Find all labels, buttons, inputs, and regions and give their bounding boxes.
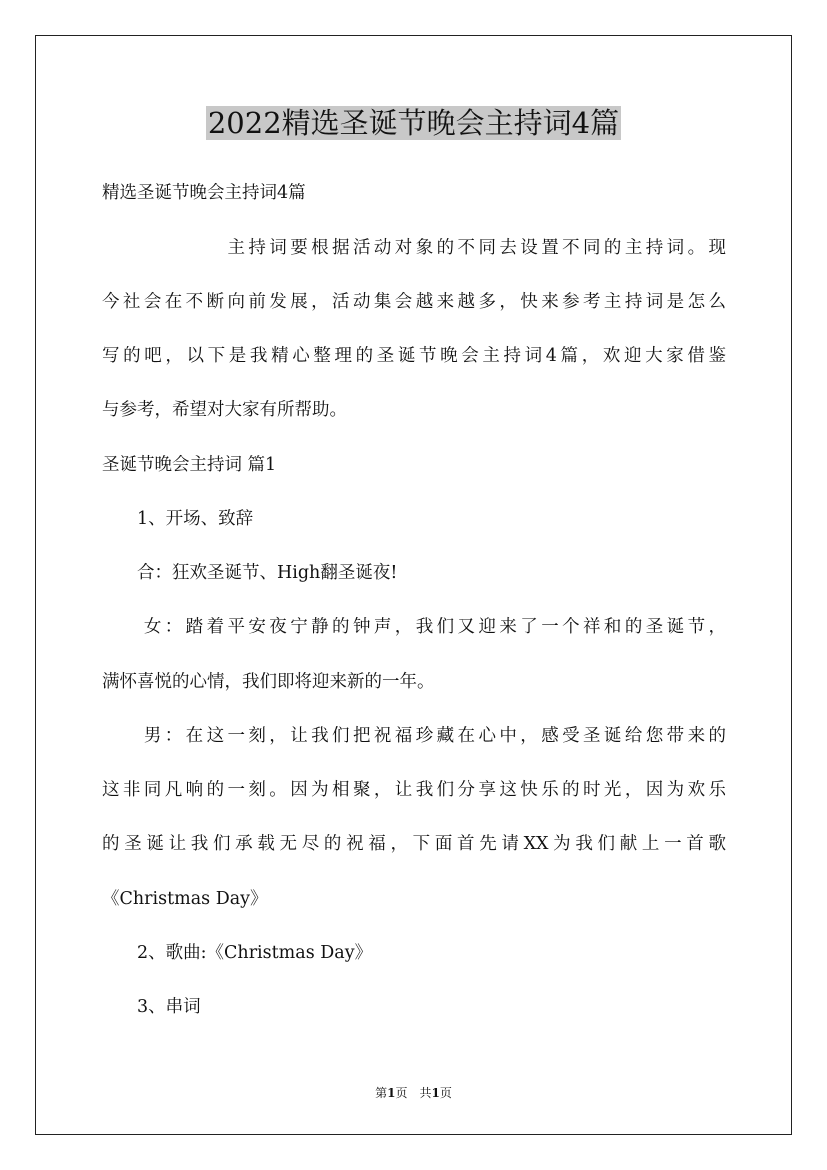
footer-mid: 页 共 — [395, 1086, 432, 1100]
text-line: 这非同凡响的一刻。因为相聚，让我们分享这快乐的时光，因为欢乐 — [102, 780, 726, 800]
text-line: 的圣诞让我们承载无尽的祝福，下面首先请XX为我们献上一首歌 — [102, 834, 726, 854]
document-title-text: 2022精选圣诞节晚会主持词4篇 — [207, 106, 620, 140]
text-line: 1、开场、致辞 — [102, 509, 254, 529]
text-line: 男：在这一刻，让我们把祝福珍藏在心中，感受圣诞给您带来的 — [102, 726, 726, 746]
text-line: 满怀喜悦的心情，我们即将迎来新的一年。 — [102, 672, 435, 692]
page-footer — [0, 1085, 827, 1101]
text-line: 女：踏着平安夜宁静的钟声，我们又迎来了一个祥和的圣诞节， — [102, 617, 726, 637]
footer-suffix: 页 — [439, 1086, 452, 1100]
footer-page-current: 1 — [387, 1086, 396, 1100]
footer-prefix: 第 — [375, 1086, 388, 1100]
text-line: 3、串词 — [102, 997, 201, 1017]
footer-page-total: 1 — [431, 1086, 440, 1100]
text-line: 主持词要根据活动对象的不同去设置不同的主持词。现 — [102, 238, 726, 258]
text-line: 今社会在不断向前发展，活动集会越来越多，快来参考主持词是怎么 — [102, 292, 726, 312]
text-line: 写的吧，以下是我精心整理的圣诞节晚会主持词4篇，欢迎大家借鉴 — [102, 346, 726, 366]
text-line: 合：狂欢圣诞节、High翻圣诞夜! — [102, 563, 398, 583]
section-heading: 圣诞节晚会主持词 篇1 — [102, 455, 277, 475]
document-title — [0, 103, 827, 143]
text-line: 与参考，希望对大家有所帮助。 — [102, 400, 347, 420]
text-line: 《Christmas Day》 — [102, 889, 268, 909]
text-line: 精选圣诞节晚会主持词4篇 — [102, 183, 306, 203]
text-line: 2、歌曲:《Christmas Day》 — [102, 943, 373, 963]
